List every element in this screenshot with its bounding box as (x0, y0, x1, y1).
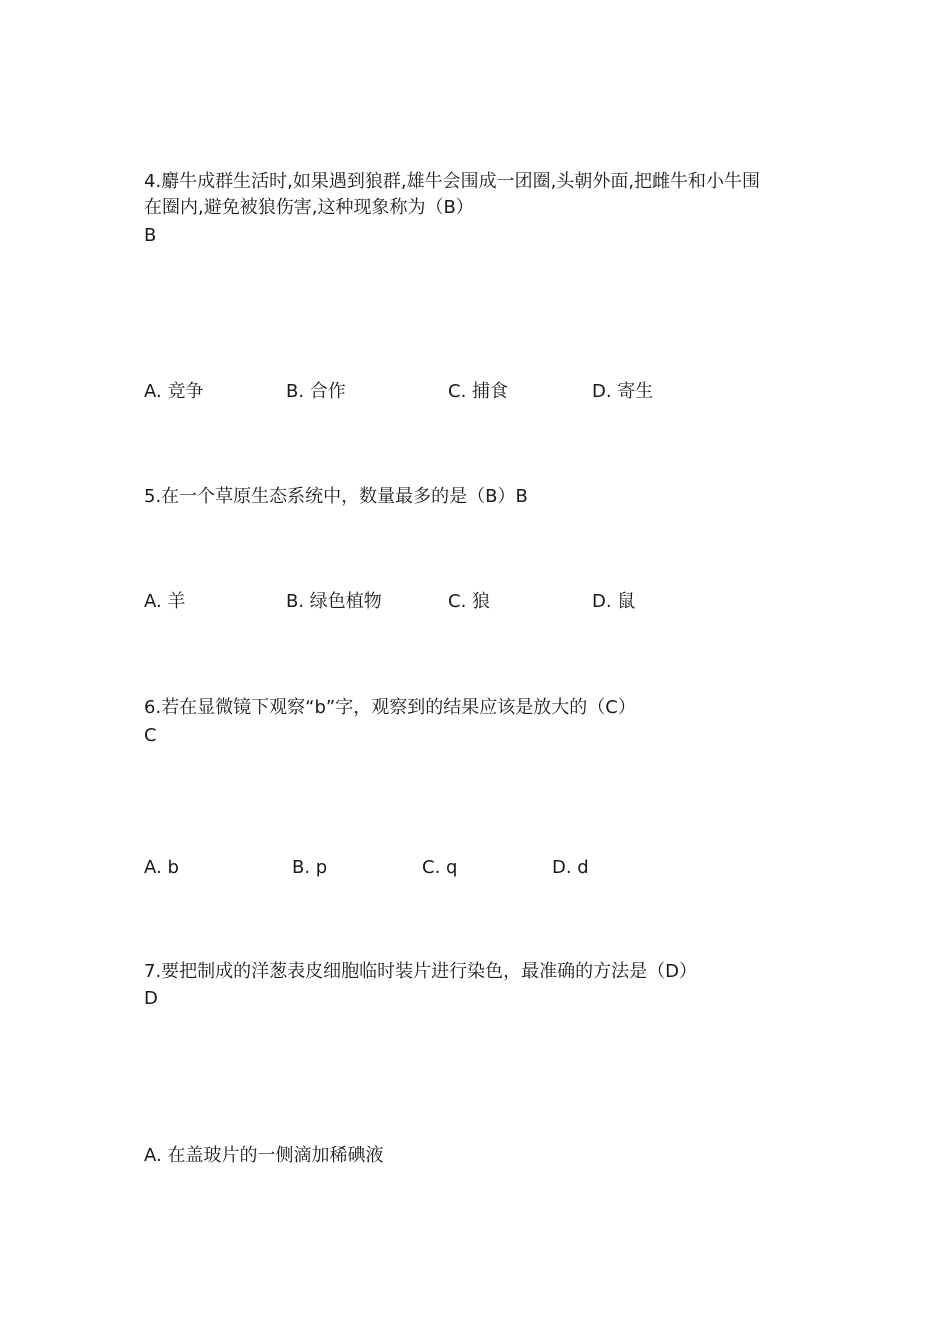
question-6-option-a: A. b (144, 857, 179, 878)
question-4-option-b: B. 合作 (286, 381, 346, 402)
question-7-stem: 7.要把制成的洋葱表皮细胞临时装片进行染色，最准确的方法是（D） (144, 961, 698, 982)
question-6-option-d: D. d (552, 857, 589, 878)
question-6-option-c: C. q (422, 857, 458, 878)
question-7-option-a: A. 在盖玻片的一侧滴加稀碘液 (144, 1145, 384, 1166)
question-7-answer: D (144, 988, 158, 1009)
question-6-option-b: B. p (292, 857, 328, 878)
question-5-option-d: D. 鼠 (592, 591, 636, 612)
question-5-option-a: A. 羊 (144, 591, 186, 612)
question-4-option-a: A. 竞争 (144, 381, 204, 402)
question-5-option-b: B. 绿色植物 (286, 591, 382, 612)
question-4-option-d: D. 寄生 (592, 381, 654, 402)
question-4-stem-line-1: 4.麝牛成群生活时,如果遇到狼群,雄牛会围成一团圈,头朝外面,把雌牛和小牛围 (144, 171, 761, 192)
question-5-option-c: C. 狼 (448, 591, 491, 612)
question-4-answer: B (144, 225, 157, 246)
question-5-stem: 5.在一个草原生态系统中，数量最多的是（B）B (144, 486, 528, 507)
question-4-stem-line-2: 在圈内,避免被狼伤害,这种现象称为（B） (144, 197, 474, 218)
question-6-answer: C (144, 725, 157, 746)
question-6-stem: 6.若在显微镜下观察“b”字，观察到的结果应该是放大的（C） (144, 697, 636, 718)
question-4-option-c: C. 捕食 (448, 381, 509, 402)
